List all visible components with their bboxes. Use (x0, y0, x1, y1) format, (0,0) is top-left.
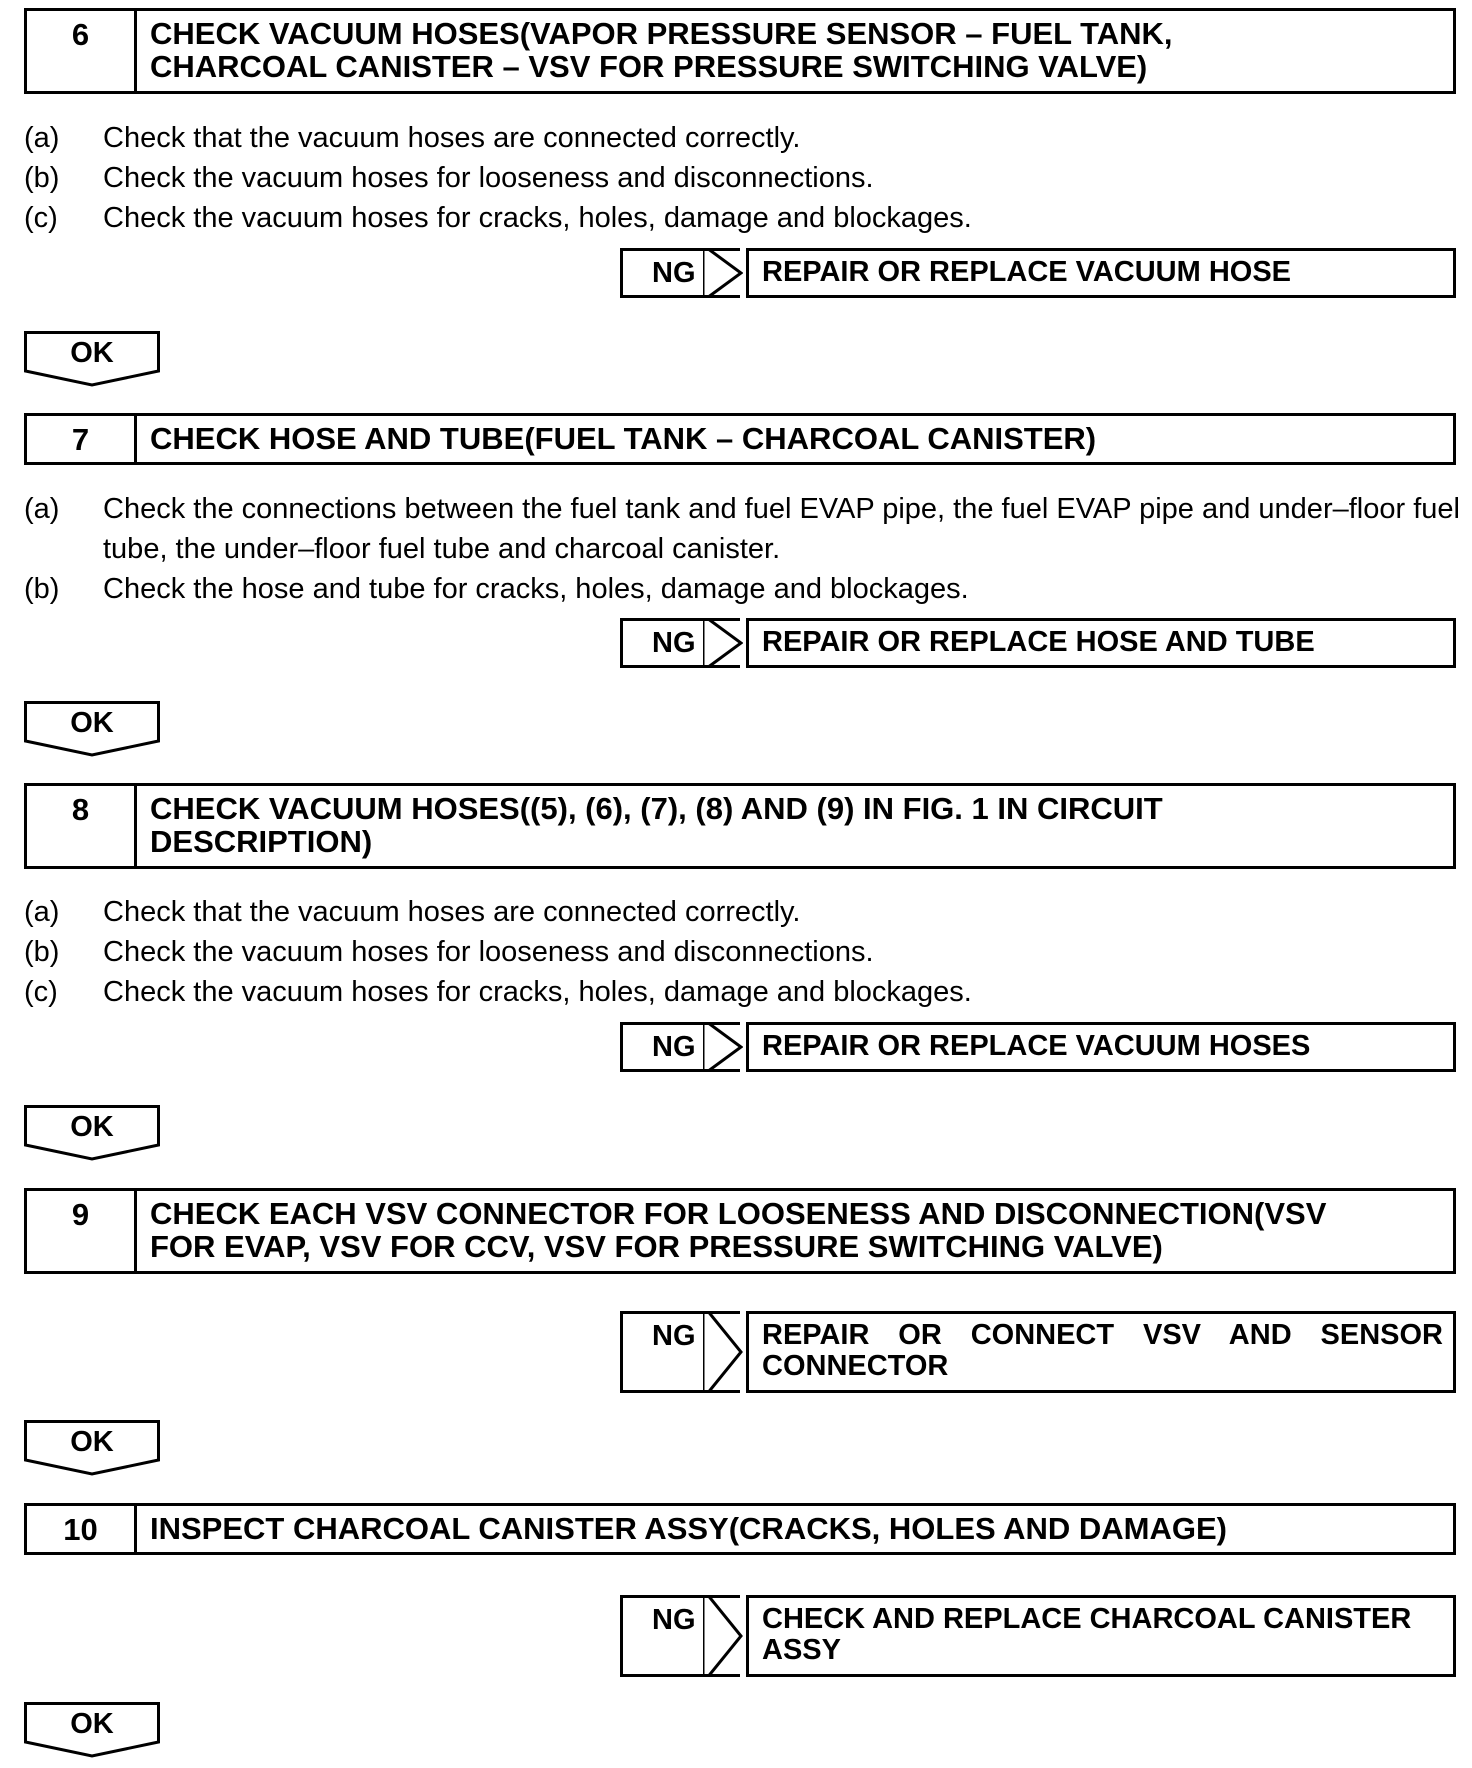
step-6-header (24, 8, 1456, 94)
list-item (24, 158, 1464, 198)
step-number: 10 (27, 1506, 137, 1552)
ng-branch (620, 1311, 740, 1393)
ng-result: REPAIR OR CONNECT VSV AND SENSOR CONNECTOR (746, 1311, 1456, 1393)
step-title: CHECK VACUUM HOSES(VAPOR PRESSURE SENSOR – FUEL TANK, CHARCOAL CANISTER – VSV FOR PRESSURE SWITCHING VALVE) (150, 16, 1173, 84)
ok-label: OK (70, 707, 114, 739)
ng-branch (620, 618, 740, 668)
step-6-items (24, 118, 1464, 238)
ok-branch (24, 1420, 160, 1476)
item-text: Check the vacuum hoses for cracks, holes, damage and blockages. (103, 202, 972, 234)
step-number: 7 (27, 416, 137, 462)
item-text: Check the hose and tube for cracks, holes, damage and blockages. (103, 573, 969, 605)
step-7-header (24, 413, 1456, 465)
ng-result: REPAIR OR REPLACE VACUUM HOSE (746, 248, 1456, 298)
ng-arrow-icon (703, 248, 743, 298)
list-item (24, 569, 1464, 609)
ng-arrow-icon (703, 1022, 743, 1072)
item-letter: (a) (24, 122, 60, 154)
list-item (24, 892, 1464, 932)
ng-label: NG (652, 1604, 696, 1636)
ng-result: REPAIR OR REPLACE VACUUM HOSES (746, 1022, 1456, 1072)
item-letter: (a) (24, 493, 60, 525)
item-letter: (a) (24, 896, 60, 928)
ng-branch (620, 1595, 740, 1677)
ok-branch (24, 1105, 160, 1161)
list-item (24, 932, 1464, 972)
ng-arrow-icon (703, 1311, 743, 1393)
list-item (24, 972, 1464, 1012)
ng-result: CHECK AND REPLACE CHARCOAL CANISTER ASSY (746, 1595, 1456, 1677)
step-7-items (24, 489, 1464, 609)
step-8-header (24, 783, 1456, 869)
list-item (24, 198, 1464, 238)
item-text: Check the vacuum hoses for cracks, holes, damage and blockages. (103, 976, 972, 1008)
ng-label: NG (652, 627, 696, 659)
ng-arrow-icon (703, 1595, 743, 1677)
item-letter: (b) (24, 573, 60, 605)
item-letter: (c) (24, 202, 58, 234)
list-item (24, 489, 1464, 569)
ng-branch (620, 1022, 740, 1072)
step-number: 8 (27, 786, 137, 866)
step-8-items (24, 892, 1464, 1012)
step-number: 9 (27, 1191, 137, 1271)
ng-label: NG (652, 1031, 696, 1063)
ng-label: NG (652, 1320, 696, 1352)
ng-branch (620, 248, 740, 298)
item-letter: (b) (24, 162, 60, 194)
ok-branch (24, 701, 160, 757)
step-title: CHECK HOSE AND TUBE(FUEL TANK – CHARCOAL CANISTER) (150, 421, 1097, 456)
ok-label: OK (70, 1708, 114, 1740)
step-10-header (24, 1503, 1456, 1555)
step-title: CHECK EACH VSV CONNECTOR FOR LOOSENESS AND DISCONNECTION(VSV FOR EVAP, VSV FOR CCV, VSV FOR PRESSURE SWITCHING VALVE) (150, 1196, 1327, 1264)
step-9-header (24, 1188, 1456, 1274)
item-text: Check the connections between the fuel tank and fuel EVAP pipe, the fuel EVAP pipe and under–floor fuel tube, the under–floor fuel tube and charcoal canister. (103, 493, 1460, 565)
ng-arrow-icon (703, 618, 743, 668)
step-title: INSPECT CHARCOAL CANISTER ASSY(CRACKS, HOLES AND DAMAGE) (150, 1511, 1228, 1546)
ok-label: OK (70, 337, 114, 369)
ok-branch (24, 331, 160, 387)
step-title: CHECK VACUUM HOSES((5), (6), (7), (8) AND (9) IN FIG. 1 IN CIRCUIT DESCRIPTION) (150, 791, 1163, 859)
ng-result: REPAIR OR REPLACE HOSE AND TUBE (746, 618, 1456, 668)
step-number: 6 (27, 11, 137, 91)
item-text: Check the vacuum hoses for looseness and disconnections. (103, 162, 874, 194)
item-text: Check the vacuum hoses for looseness and disconnections. (103, 936, 874, 968)
ok-label: OK (70, 1111, 114, 1143)
item-letter: (b) (24, 936, 60, 968)
list-item (24, 118, 1464, 158)
item-text: Check that the vacuum hoses are connected correctly. (103, 122, 801, 154)
ng-label: NG (652, 257, 696, 289)
ok-branch (24, 1702, 160, 1758)
item-text: Check that the vacuum hoses are connected correctly. (103, 896, 801, 928)
item-letter: (c) (24, 976, 58, 1008)
ok-label: OK (70, 1426, 114, 1458)
